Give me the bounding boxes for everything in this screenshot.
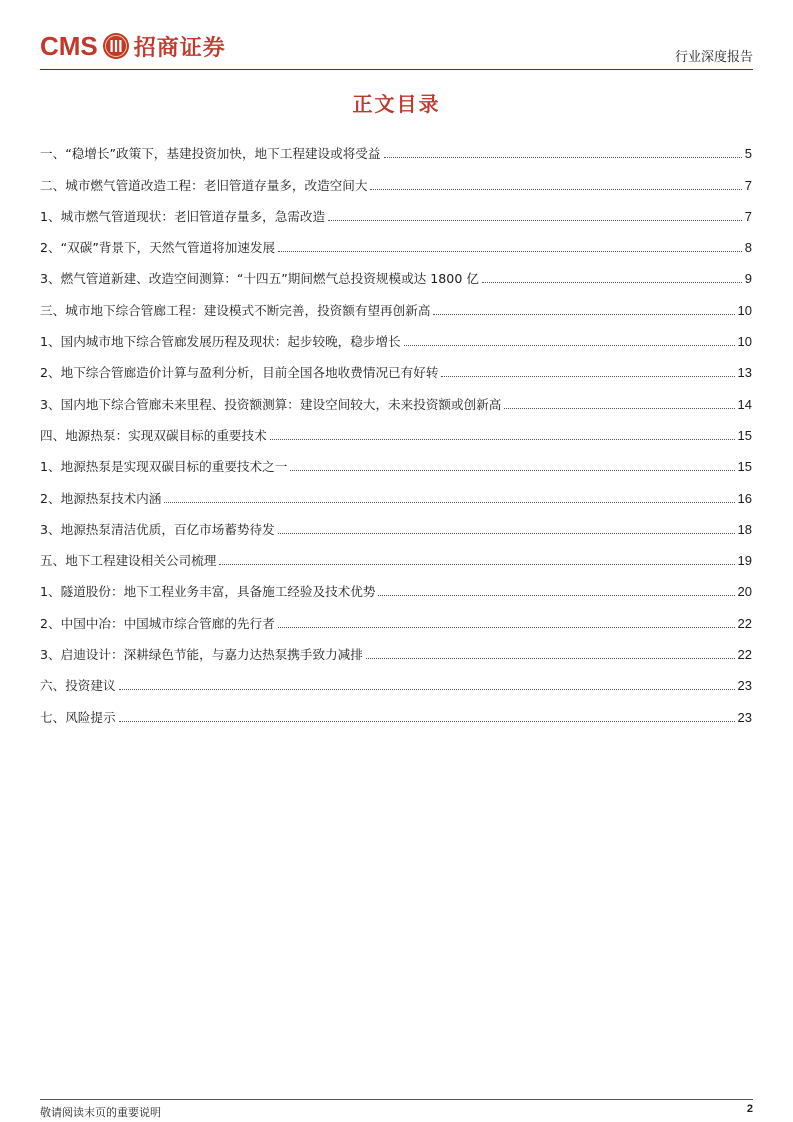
toc-entry-text: 二、城市燃气管道改造工程：老旧管道存量多，改造空间大 — [40, 177, 368, 193]
toc-entry[interactable] — [40, 256, 752, 287]
toc-entry-page: 8 — [744, 240, 752, 256]
toc-entry-page: 16 — [737, 490, 752, 506]
toc-entry-page: 15 — [737, 459, 752, 475]
toc-entry[interactable] — [40, 131, 752, 162]
toc-entry[interactable] — [40, 162, 752, 193]
toc-entry-page: 5 — [744, 146, 752, 162]
toc-leader-dots — [433, 314, 734, 315]
toc-leader-dots — [378, 595, 734, 596]
toc-leader-dots — [328, 220, 742, 221]
toc-entry-text: 一、“稳增长”政策下，基建投资加快，地下工程建设或将受益 — [40, 146, 381, 162]
toc-entry-text: 2、地下综合管廊造价计算与盈利分析，目前全国各地收费情况已有好转 — [40, 365, 439, 381]
toc-entry[interactable] — [40, 694, 752, 725]
logo-emblem-icon — [102, 32, 130, 60]
toc-entry[interactable] — [40, 287, 752, 318]
toc-entry[interactable] — [40, 600, 752, 631]
toc-leader-dots — [404, 345, 735, 346]
toc-entry[interactable] — [40, 350, 752, 381]
toc-entry-text: 五、地下工程建设相关公司梳理 — [40, 553, 217, 569]
toc-entry[interactable] — [40, 381, 752, 412]
toc-title: 正文目录 — [352, 92, 441, 116]
toc-entry-page: 10 — [737, 302, 752, 318]
page-header — [40, 28, 753, 68]
toc-entry-page: 10 — [737, 334, 752, 350]
logo-chinese-text: 招商证券 — [133, 34, 226, 61]
toc-entry-text: 2、中国中冶：中国城市综合管廊的先行者 — [40, 615, 275, 631]
toc-entry-text: 1、地源热泵是实现双碳目标的重要技术之一 — [40, 459, 288, 475]
toc-entry-page: 13 — [737, 365, 752, 381]
toc-entry[interactable] — [40, 475, 752, 506]
footer-disclaimer-note: 敬请阅读末页的重要说明 — [40, 1106, 161, 1119]
toc-entry[interactable] — [40, 413, 752, 444]
toc-leader-dots — [441, 376, 734, 377]
toc-entry-text: 2、“双碳”背景下，天然气管道将加速发展 — [40, 240, 276, 256]
toc-leader-dots — [504, 408, 734, 409]
toc-entry-text: 四、地源热泵：实现双碳目标的重要技术 — [40, 427, 267, 443]
toc-entry-page: 9 — [744, 271, 752, 287]
footer-divider — [40, 1099, 753, 1100]
toc-entry-text: 三、城市地下综合管廊工程：建设模式不断完善，投资额有望再创新高 — [40, 302, 431, 318]
toc-entry[interactable] — [40, 569, 752, 600]
toc-entry-text: 3、地源热泵清洁优质，百亿市场蓄势待发 — [40, 521, 275, 537]
toc-leader-dots — [278, 627, 735, 628]
toc-entry-text: 1、国内城市地下综合管廊发展历程及现状：起步较晚，稳步增长 — [40, 334, 401, 350]
toc-entry[interactable] — [40, 319, 752, 350]
toc-entry-text: 1、隧道股份：地下工程业务丰富，具备施工经验及技术优势 — [40, 584, 376, 600]
page-number: 2 — [746, 1103, 753, 1115]
toc-leader-dots — [278, 533, 735, 534]
toc-leader-dots — [384, 157, 742, 158]
toc-entry-page: 18 — [737, 521, 752, 537]
toc-leader-dots — [290, 470, 734, 471]
toc-entry-text: 3、燃气管道新建、改造空间测算：“十四五”期间燃气总投资规模或达 1800 亿 — [40, 271, 479, 287]
toc-entry[interactable] — [40, 225, 752, 256]
report-type-label: 行业深度报告 — [674, 50, 753, 65]
toc-entry[interactable] — [40, 194, 752, 225]
toc-entry-text: 七、风险提示 — [40, 709, 116, 725]
toc-leader-dots — [119, 721, 735, 722]
toc-entry[interactable] — [40, 538, 752, 569]
toc-leader-dots — [482, 282, 742, 283]
toc-entry-page: 22 — [737, 647, 752, 663]
toc-entry-text: 3、国内地下综合管廊未来里程、投资额测算：建设空间较大，未来投资额或创新高 — [40, 396, 502, 412]
toc-entry-text: 1、城市燃气管道现状：老旧管道存量多，急需改造 — [40, 208, 326, 224]
toc-entry[interactable] — [40, 444, 752, 475]
toc-entry-page: 15 — [737, 427, 752, 443]
toc-entry-page: 14 — [737, 396, 752, 412]
toc-entry-page: 19 — [737, 553, 752, 569]
toc-entry[interactable] — [40, 663, 752, 694]
toc-entry[interactable] — [40, 507, 752, 538]
toc-leader-dots — [366, 658, 735, 659]
toc-entry-page: 23 — [737, 709, 752, 725]
toc-leader-dots — [219, 564, 734, 565]
toc-entry-page: 7 — [744, 177, 752, 193]
toc-entry-text: 2、地源热泵技术内涵 — [40, 490, 162, 506]
toc-entry-page: 23 — [737, 678, 752, 694]
logo-latin-text: CMS — [40, 30, 98, 61]
table-of-contents — [40, 131, 752, 726]
toc-entry[interactable] — [40, 632, 752, 663]
company-logo — [40, 28, 226, 64]
toc-leader-dots — [370, 189, 741, 190]
toc-entry-page: 20 — [737, 584, 752, 600]
toc-entry-text: 3、启迪设计：深耕绿色节能，与嘉力达热泵携手致力减排 — [40, 647, 363, 663]
toc-leader-dots — [119, 689, 735, 690]
toc-leader-dots — [270, 439, 735, 440]
toc-entry-page: 22 — [737, 615, 752, 631]
toc-entry-text: 六、投资建议 — [40, 678, 116, 694]
toc-leader-dots — [164, 502, 734, 503]
header-divider — [40, 69, 753, 70]
toc-entry-page: 7 — [744, 208, 752, 224]
toc-leader-dots — [278, 251, 742, 252]
